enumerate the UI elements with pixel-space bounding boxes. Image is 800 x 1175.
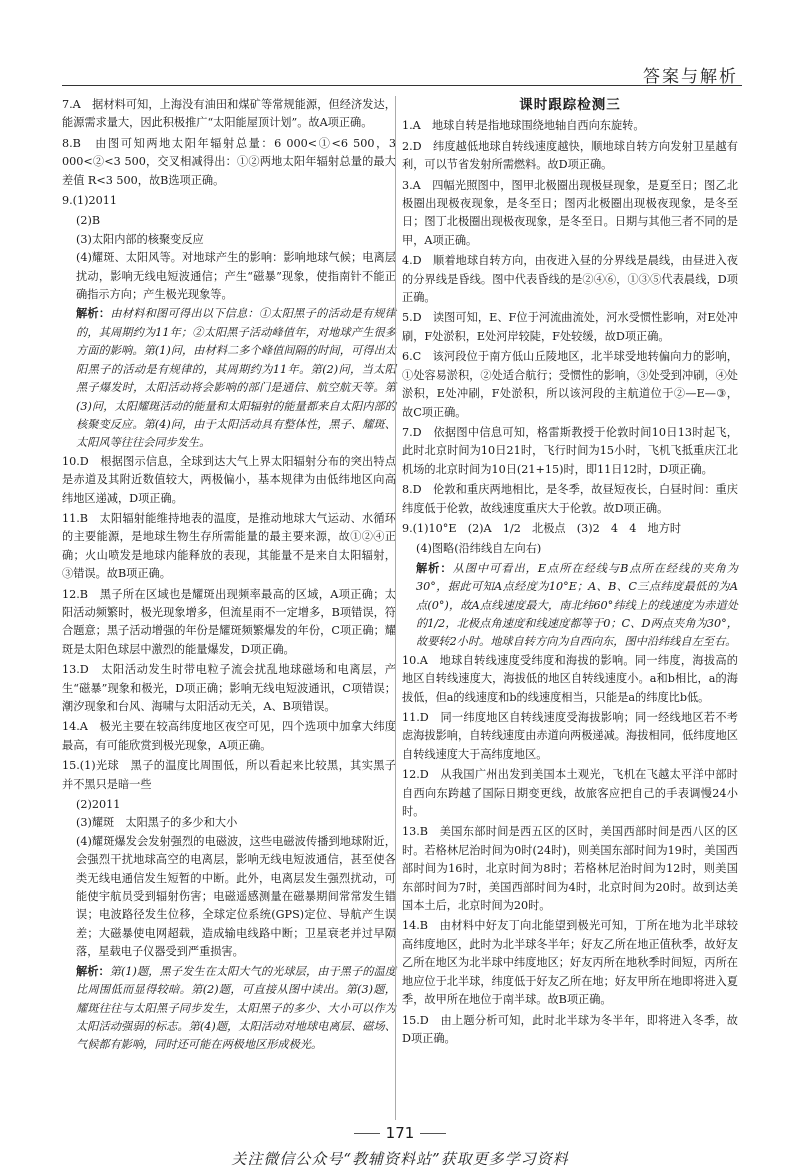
section-title: 课时跟踪检测三: [519, 97, 621, 113]
explanation-paragraph: [76, 304, 396, 452]
entry-text: 7.D 依据图中信息可知，格雷斯教授于伦敦时间10日13时起飞，此时北京时间为10日21时，飞行时间为15小时，飞机飞抵重庆江北机场的北京时间为10日(21+15)时，即11日12时，D项正确。: [402, 425, 738, 476]
answer-entry: [402, 117, 738, 135]
entry-text: 5.D 读图可知，E、F位于河流曲流处，河水受惯性影响，对E处冲刷，F处淤积，E处河岸较陡，F处较缓，故D项正确。: [402, 311, 738, 343]
explanation-paragraph: [76, 962, 396, 1055]
header-title: 答案与解析: [643, 67, 738, 87]
answer-entry: [76, 249, 396, 304]
answer-entry: [402, 823, 738, 915]
answer-entry: [62, 453, 396, 508]
answer-entry: [62, 96, 396, 133]
entry-text: 8.D 伦敦和重庆两地相比，是冬季，故昼短夜长，白昼时间：重庆纬度低于伦敦，故线速度重庆大于伦敦。故D项正确。: [402, 483, 738, 515]
answer-entry: [402, 520, 738, 538]
entry-text: 12.D 从我国广州出发到美国本土观光，飞机在飞越太平洋中部时自西向东跨越了国际日期变更线，故旅客应把自己的手表调慢24小时。: [402, 768, 738, 819]
entry-text: 由材料和图可得出以下信息：①太阳黑子的活动是有规律的，其周期约为11年；②太阳黑子活动峰值年，对地球产生很多方面的影响。第(1)问，由材料二多个峰值间隔的时间，可得出太阳黑子的活动是有规律的，其周期约为11年。第(2)问，当太阳黑子爆发时，太阳活动将会影响的部门是通信、航空航天等。第(3)问，太阳耀斑活动的能量和太阳辐射的能量都来自太阳内部的核聚变反应。第(4)问，由于太阳活动具有整体性，黑子、耀斑、太阳风等往往会同步发生。: [76, 307, 396, 450]
answer-entry: [402, 177, 738, 251]
page-number-dash-right: [420, 1133, 446, 1134]
answer-entry: [402, 252, 738, 307]
answer-entry: [76, 833, 396, 962]
answer-entry: [62, 718, 396, 755]
page-number-dash-left: [354, 1133, 380, 1134]
footer-note: 关注微信公众号“教辅资料站”获取更多学习资料: [231, 1150, 569, 1168]
entry-text: (3)太阳内部的核聚变反应: [76, 232, 204, 246]
entry-text: (4)图略(沿纬线自左向右): [416, 542, 542, 556]
answer-entry: [76, 231, 396, 249]
entry-text: 12.B 黑子所在区域也是耀斑出现频率最高的区域，A项正确；太阳活动频繁时，极光现象增多，但流星雨不一定增多，B项错误，符合题意；黑子活动增强的年份是耀斑频繁爆发的年份，C项正确；耀斑是太阳色球层中激烈的能量爆发，D项正确。: [62, 587, 396, 656]
answer-entry: [62, 192, 396, 210]
page-number: [0, 1124, 800, 1142]
answer-entry: [402, 652, 738, 707]
entry-text: (4)耀斑、太阳风等。对地球产生的影响：影响地球气候；电离层扰动，影响无线电短波通信；产生“磁暴”现象，使指南针不能正确指示方向；产生极光现象等。: [76, 251, 396, 302]
entry-text: 6.C 该河段位于南方低山丘陵地区，北半球受地转偏向力的影响，①处容易淤积，②处适合航行；受惯性的影响，③处受到冲刷，④处淤积，E处冲刷，F处淤积，所以该河段的主航道位于②—E—③，故C项正确。: [402, 350, 738, 419]
header-rule: [62, 85, 742, 86]
answer-entry: [76, 814, 396, 832]
answer-entry: [62, 510, 396, 584]
explanation-paragraph: [416, 559, 738, 652]
page-header: [0, 0, 800, 86]
entry-text: (4)耀斑爆发会发射强烈的电磁波，这些电磁波传播到地球附近，会强烈干扰地球高空的电离层，影响无线电短波通信，甚至使各类无线电通信发生短暂的中断。此外，电离层发生强烈扰动，可能使宇航员受到辐射伤害；电磁遥感测量在磁暴期间常常发生错误；电波路径发生位移，全球定位系统(GPS)定位、导航产生误差；大磁暴使电网超载，造成输电线路中断；卫星衰老并过早陨落，星载电子仪器受到严重损害。: [76, 834, 396, 959]
answer-entry: [402, 709, 738, 764]
entry-text: 15.D 由上题分析可知，此时北半球为冬半年，即将进入冬季，故D项正确。: [402, 1013, 738, 1045]
left-column: [62, 96, 396, 1055]
answer-entry: [402, 917, 738, 1009]
entry-text: 9.(1)2011: [62, 194, 117, 208]
answer-entry: [402, 138, 738, 175]
entry-text: (3)耀斑 太阳黑子的多少和大小: [76, 816, 238, 830]
entry-text: 15.(1)光球 黑子的温度比周围低，所以看起来比较黑，其实黑子并不黑只是暗一些: [62, 759, 396, 791]
answer-entry: [62, 757, 396, 794]
explanation-label: 解析：: [76, 963, 110, 978]
entry-text: 11.B 太阳辐射能维持地表的温度，是推动地球大气运动、水循环的主要能源，是地球生物生存所需能量的最主要来源，故①②④正确；火山喷发是地球内能释放的表现，其能量不是来自太阳辐射，③错误。故B项正确。: [62, 511, 396, 581]
page-number-value: 171: [385, 1124, 415, 1142]
answer-entry: [62, 135, 396, 190]
entry-text: 第(1)题，黑子发生在太阳大气的光球层，由于黑子的温度比周围低而显得较暗。第(2)题，可直接从图中读出。第(3)题，耀斑往往与太阳黑子同步发生，太阳黑子的多少、大小可以作为太阳活动强弱的标志。第(4)题，太阳活动对地球电离层、磁场、气候都有影响，同时还可能在两极地区形成极光。: [76, 964, 396, 1052]
answer-entry: [402, 424, 738, 479]
answer-entry: [402, 1012, 738, 1049]
entry-text: 14.A 极光主要在较高纬度地区夜空可见，四个选项中加拿大纬度最高，有可能欣赏到极光现象，A项正确。: [62, 720, 396, 752]
answer-entry: [402, 309, 738, 346]
answer-entry: [76, 796, 396, 814]
entry-text: 10.D 根据图示信息，全球到达大气上界太阳辐射分布的突出特点是赤道及其附近数值较大，两极偏小，基本规律为由低纬地区向高纬地区递减，D项正确。: [62, 454, 396, 505]
entry-text: 11.D 同一纬度地区自转线速度受海拔影响；同一经线地区若不考虑海拔影响，自转线速度由赤道向两极递减。海拔相同，低纬度地区自转线速度大于高纬度地区。: [402, 711, 738, 761]
entry-text: (2)B: [76, 214, 101, 228]
entry-text: 10.A 地球自转线速度受纬度和海拔的影响。同一纬度，海拔高的地区自转线速度大，海拔低的地区自转线速度小。a和b相比，a的海拔低，但a的线速度和b的线速度相当，只能是a的纬度比b低。: [402, 653, 738, 704]
answer-entry: [402, 348, 738, 422]
answer-entry: [62, 586, 396, 660]
answer-entry: [402, 766, 738, 821]
entry-text: 13.D 太阳活动发生时带电粒子流会扰乱地球磁场和电离层，产生“磁暴”现象和极光，D项正确；影响无线电短波通讯，C项错误；潮汐现象和台风、海啸与太阳活动无关，A、B项错误。: [62, 663, 396, 713]
entry-text: 7.A 据材料可知，上海没有油田和煤矿等常规能源，但经济发达，能源需求量大，因此积极推广“太阳能屋顶计划”。故A项正确。: [62, 98, 396, 130]
entry-text: 2.D 纬度越低地球自转线速度越快，顺地球自转方向发射卫星越有利，可以节省发射所需燃料。故D项正确。: [402, 139, 738, 172]
entry-text: 从图中可看出，E点所在经线与B点所在经线的夹角为30°，据此可知A点经度为10°E；A、B、C三点纬度最低的为A点(0°)，故A点线速度最大，南北纬60°纬线上的线速度为赤道处的1/2，北极点角速度和线速度都等于0；C、D两点夹角为30°，故要转2小时。地球自转方向为自西向东，图中沿纬线自左至右。: [416, 561, 738, 649]
entry-text: 9.(1)10°E (2)A 1/2 北极点 (3)2 4 4 地方时: [402, 521, 682, 535]
answer-entry: [76, 212, 396, 230]
column-divider: [395, 96, 396, 1120]
answer-entry: [402, 481, 738, 518]
entry-text: 4.D 顺着地球自转方向，由夜进入昼的分界线是晨线，由昼进入夜的分界线是昏线。图中代表昏线的是②④⑥，①③⑤代表晨线，D项正确。: [402, 254, 738, 305]
explanation-label: 解析：: [76, 306, 111, 321]
entry-text: 3.A 四幅光照图中，图甲北极圈出现极昼现象，是夏至日；图乙北极圈出现极夜现象，是冬至日；图丙北极圈出现极夜现象，是冬至日；图丁北极圈出现极夜现象，是冬至日。日期与其他三者不同的是甲，A项正确。: [402, 178, 738, 247]
explanation-label: 解析：: [416, 560, 453, 575]
answer-entry: [62, 661, 396, 716]
entry-text: 14.B 由材料中好友丁向北能望到极光可知，丁所在地为北半球较高纬度地区，此时为北半球冬半年；好友乙所在地正值秋季，故好友乙所在地区为北半球中纬度地区；好友丙所在地秋季时间短，丙所在地应位于北半球，纬度低于好友乙所在地；好友甲所在地即将进入夏季，故甲所在地位于南半球。故B项正确。: [402, 919, 738, 1007]
entry-text: 8.B 由图可知两地太阳年辐射总量：6 000<①<6 500，3 000<②<3 500，交叉相减得出：①②两地太阳年辐射总量的最大差值 R<3 500，故B选项正确。: [62, 136, 396, 187]
entry-text: 13.B 美国东部时间是西五区的区时，美国西部时间是西八区的区时。若格林尼治时间为0时(24时)，则美国东部时间为19时，美国西部时间为16时，北京时间为8时；若格林尼治时间为12时，则美国东部时间为7时，美国西部时间为4时，北京时间为20时。故到达美国本土后，北京时间为20时。: [402, 825, 738, 913]
entry-text: 1.A 地球自转是指地球围绕地轴自西向东旋转。: [402, 119, 645, 133]
right-column: [402, 96, 738, 1050]
entry-text: (2)2011: [76, 798, 121, 812]
answer-entry: [416, 540, 738, 558]
